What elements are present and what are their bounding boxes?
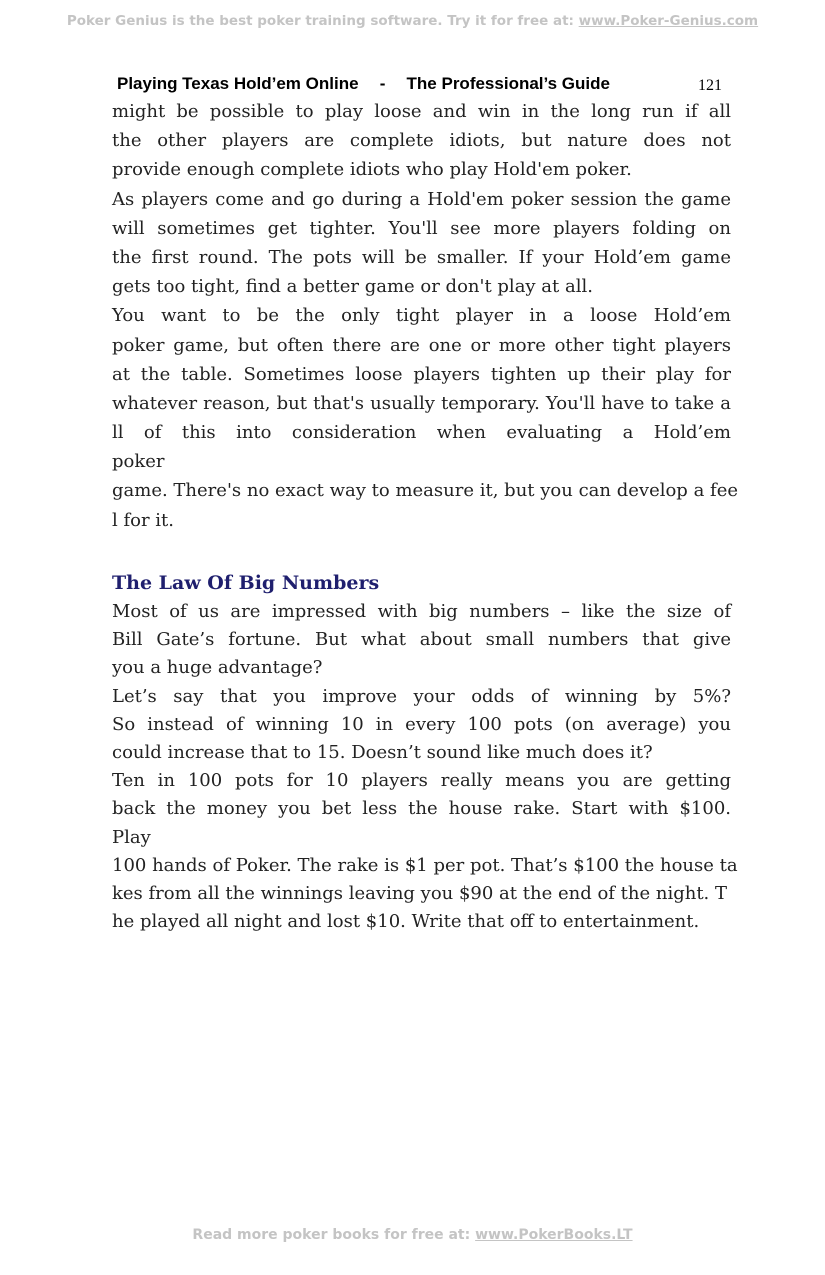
paragraph bbox=[112, 97, 731, 185]
text-line: Ten in 100 pots for 10 players really means you are getting bbox=[112, 770, 731, 792]
text-line: kes from all the winnings leaving you $90 at the end of the night. T bbox=[112, 882, 728, 904]
paragraph bbox=[112, 598, 731, 683]
text-line: he played all night and lost $10. Write that off to entertainment. bbox=[112, 911, 700, 933]
bottom-promo-banner bbox=[0, 1227, 825, 1243]
running-header bbox=[117, 74, 610, 98]
text-line: As players come and go during a Hold'em poker session the game bbox=[112, 188, 731, 210]
top-promo-text: Poker Genius is the best poker training software. Try it for free at: bbox=[66, 13, 579, 29]
text-line: You want to be the only tight player in a loose Hold’em bbox=[112, 305, 731, 327]
body-section-1 bbox=[112, 97, 738, 535]
text-line: Most of us are impressed with big numbers – like the size of bbox=[112, 601, 731, 622]
guide-title: The Professional’s Guide bbox=[406, 74, 610, 93]
text-line: l for it. bbox=[112, 509, 175, 531]
text-line: the other players are complete idiots, but nature does not bbox=[112, 130, 731, 152]
text-line: will sometimes get tighter. You'll see more players folding on bbox=[112, 217, 731, 239]
paragraph bbox=[112, 301, 738, 535]
text-line: the first round. The pots will be smaller. If your Hold’em game bbox=[112, 246, 731, 268]
paragraph bbox=[112, 767, 738, 936]
text-line: Play bbox=[112, 826, 151, 848]
section-heading: The Law Of Big Numbers bbox=[112, 572, 380, 594]
text-line: ll of this into consideration when evaluating a Hold’em bbox=[112, 422, 731, 444]
text-line: Let’s say that you improve your odds of winning by 5%? bbox=[112, 685, 731, 707]
body-section-2 bbox=[112, 568, 738, 936]
text-line: could increase that to 15. Doesn’t sound like much does it? bbox=[112, 741, 653, 763]
text-line: 100 hands of Poker. The rake is $1 per pot. That’s $100 the house ta bbox=[112, 854, 738, 876]
paragraph bbox=[112, 683, 731, 768]
text-line: at the table. Sometimes loose players tighten up their play for bbox=[112, 363, 731, 385]
top-promo-banner bbox=[0, 13, 825, 29]
pokerbooks-link[interactable]: www.PokerBooks.LT bbox=[475, 1227, 633, 1243]
poker-genius-link[interactable]: www.Poker-Genius.com bbox=[578, 13, 759, 29]
paragraph bbox=[112, 185, 731, 302]
bottom-promo-text: Read more poker books for free at: bbox=[192, 1227, 476, 1243]
text-line: game. There's no exact way to measure it, but you can develop a fee bbox=[112, 480, 738, 502]
text-line: whatever reason, but that's usually temporary. You'll have to take a bbox=[112, 392, 731, 414]
text-line: provide enough complete idiots who play Hold'em poker. bbox=[112, 159, 632, 181]
header-separator: - bbox=[379, 74, 386, 93]
book-title: Playing Texas Hold’em Online bbox=[117, 74, 359, 93]
text-line: poker game, but often there are one or more other tight players bbox=[112, 334, 731, 356]
text-line: might be possible to play loose and win in the long run if all bbox=[112, 101, 731, 122]
text-line: you a huge advantage? bbox=[112, 657, 323, 679]
text-line: So instead of winning 10 in every 100 pots (on average) you bbox=[112, 713, 731, 735]
text-line: Bill Gate’s fortune. But what about small numbers that give bbox=[112, 629, 731, 651]
text-line: back the money you bet less the house rake. Start with $100. bbox=[112, 798, 731, 820]
page-number: 121 bbox=[698, 77, 722, 94]
text-line: poker bbox=[112, 451, 165, 473]
text-line: gets too tight, find a better game or don't play at all. bbox=[112, 276, 593, 298]
